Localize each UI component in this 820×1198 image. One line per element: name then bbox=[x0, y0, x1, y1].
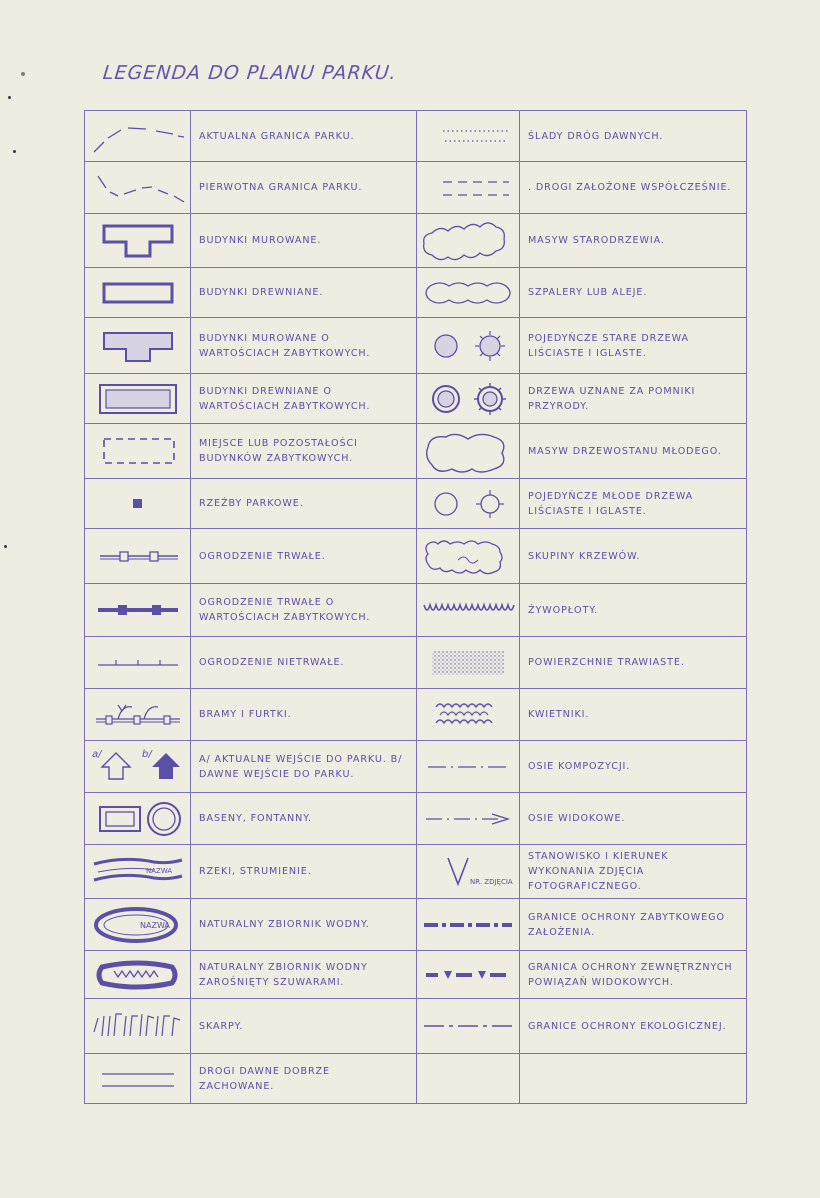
legend-label: BUDYNKI DREWNIANE O WARTOŚCIACH ZABYTKOWYCH. bbox=[191, 374, 417, 424]
paper-speck bbox=[21, 72, 25, 76]
paper-speck bbox=[4, 545, 7, 548]
legend-row bbox=[85, 999, 747, 1054]
building-remains-icon bbox=[85, 424, 191, 479]
legend-label: MIEJSCE LUB POZOSTAŁOŚCI BUDYNKÓW ZABYTKOWYCH. bbox=[191, 424, 417, 479]
legend-label: NATURALNY ZBIORNIK WODNY. bbox=[191, 899, 417, 951]
old-tree-mass-icon bbox=[417, 214, 520, 268]
legend-row bbox=[85, 793, 747, 845]
legend-row bbox=[85, 318, 747, 374]
legend-table bbox=[84, 110, 747, 1104]
historic-masonry-building-icon bbox=[85, 318, 191, 374]
sculpture-icon bbox=[85, 479, 191, 529]
river-icon bbox=[85, 845, 191, 899]
legend-label: MASYW DRZEWOSTANU MŁODEGO. bbox=[520, 424, 747, 479]
legend-row bbox=[85, 374, 747, 424]
legend-row bbox=[85, 584, 747, 637]
legend-label: GRANICE OCHRONY ZABYTKOWEGO ZAŁOŻENIA. bbox=[520, 899, 747, 951]
legend-label: . DROGI ZAŁOŻONE WSPÓŁCZEŚNIE. bbox=[520, 162, 747, 214]
legend-label: STANOWISKO I KIERUNEK WYKONANIA ZDJĘCIA FOTOGRAFICZNEGO. bbox=[520, 845, 747, 899]
legend-label: KWIETNIKI. bbox=[520, 689, 747, 741]
legend-row bbox=[85, 479, 747, 529]
legend-label: BUDYNKI DREWNIANE. bbox=[191, 268, 417, 318]
single-young-tree-icon bbox=[417, 479, 520, 529]
paper-speck bbox=[13, 150, 16, 153]
legend-row bbox=[85, 741, 747, 793]
reed-pond-icon bbox=[85, 951, 191, 999]
wooden-building-icon bbox=[85, 268, 191, 318]
empty-cell bbox=[417, 1054, 520, 1104]
permanent-fence-icon bbox=[85, 529, 191, 584]
legend-label: OSIE KOMPOZYCJI. bbox=[520, 741, 747, 793]
historic-fence-icon bbox=[85, 584, 191, 637]
shrub-group-icon bbox=[417, 529, 520, 584]
historic-wooden-building-icon bbox=[85, 374, 191, 424]
legend-label: ŻYWOPŁOTY. bbox=[520, 584, 747, 637]
legend-row bbox=[85, 529, 747, 584]
legend-label: RZEKI, STRUMIENIE. bbox=[191, 845, 417, 899]
masonry-building-icon bbox=[85, 214, 191, 268]
legend-label: SZPALERY LUB ALEJE. bbox=[520, 268, 747, 318]
legend-label: OSIE WIDOKOWE. bbox=[520, 793, 747, 845]
legend-label bbox=[520, 1054, 747, 1104]
legend-label: POWIERZCHNIE TRAWIASTE. bbox=[520, 637, 747, 689]
legend-label: SKARPY. bbox=[191, 999, 417, 1054]
view-axis-icon bbox=[417, 793, 520, 845]
legend-row bbox=[85, 951, 747, 999]
legend-row bbox=[85, 1054, 747, 1104]
legend-row bbox=[85, 268, 747, 318]
entrance-b-mark: b/ bbox=[141, 748, 152, 760]
hedge-row-icon bbox=[417, 268, 520, 318]
legend-label: MASYW STARODRZEWIA. bbox=[520, 214, 747, 268]
legend-label: GRANICE OCHRONY EKOLOGICZNEJ. bbox=[520, 999, 747, 1054]
legend-row bbox=[85, 111, 747, 162]
legend-label: NATURALNY ZBIORNIK WODNY ZAROŚNIĘTY SZUWARAMI. bbox=[191, 951, 417, 999]
legend-label bbox=[191, 741, 417, 793]
heritage-boundary-icon bbox=[417, 899, 520, 951]
entrance-a-mark: a/ bbox=[91, 748, 101, 760]
legend-row bbox=[85, 214, 747, 268]
legend-label: OGRODZENIE TRWAŁE O WARTOŚCIACH ZABYTKOWYCH. bbox=[191, 584, 417, 637]
young-tree-mass-icon bbox=[417, 424, 520, 479]
modern-roads-icon bbox=[417, 162, 520, 214]
legend-label: BUDYNKI MUROWANE O WARTOŚCIACH ZABYTKOWYCH. bbox=[191, 318, 417, 374]
legend-label: OGRODZENIE NIETRWAŁE. bbox=[191, 637, 417, 689]
old-road-traces-icon bbox=[417, 111, 520, 162]
legend-label: BASENY, FONTANNY. bbox=[191, 793, 417, 845]
legend-row bbox=[85, 845, 747, 899]
legend-label: OGRODZENIE TRWAŁE. bbox=[191, 529, 417, 584]
legend-label: ŚLADY DRÓG DAWNYCH. bbox=[520, 111, 747, 162]
page-title: LEGENDA DO PLANU PARKU. bbox=[101, 62, 398, 84]
paper-speck bbox=[8, 96, 11, 99]
photo-number-mark: NR. ZDJĘCIA bbox=[470, 877, 513, 886]
single-old-tree-icon bbox=[417, 318, 520, 374]
legend-row bbox=[85, 424, 747, 479]
lawn-icon bbox=[417, 637, 520, 689]
legend-label: AKTUALNA GRANICA PARKU. bbox=[191, 111, 417, 162]
gate-icon bbox=[85, 689, 191, 741]
legend-label: POJEDYŃCZE STARE DRZEWA LIŚCIASTE I IGLASTE. bbox=[520, 318, 747, 374]
pond-name-mark: NAZWA bbox=[139, 920, 170, 930]
legend-label: DROGI DAWNE DOBRZE ZACHOWANE. bbox=[191, 1054, 417, 1104]
legend-row bbox=[85, 899, 747, 951]
legend-label: RZEŹBY PARKOWE. bbox=[191, 479, 417, 529]
eco-boundary-icon bbox=[417, 999, 520, 1054]
pond-icon bbox=[85, 899, 191, 951]
legend-row bbox=[85, 162, 747, 214]
legend-label: GRANICA OCHRONY ZEWNĘTRZNYCH POWIĄZAŃ WIDOKOWYCH. bbox=[520, 951, 747, 999]
flowerbed-icon bbox=[417, 689, 520, 741]
monument-tree-icon bbox=[417, 374, 520, 424]
composition-axis-icon bbox=[417, 741, 520, 793]
legend-label: SKUPINY KRZEWÓW. bbox=[520, 529, 747, 584]
legend-label: BRAMY I FURTKI. bbox=[191, 689, 417, 741]
escarpment-icon bbox=[85, 999, 191, 1054]
legend-label: PIERWOTNA GRANICA PARKU. bbox=[191, 162, 417, 214]
legend-row bbox=[85, 689, 747, 741]
temporary-fence-icon bbox=[85, 637, 191, 689]
legend-row bbox=[85, 637, 747, 689]
current-boundary-icon bbox=[85, 111, 191, 162]
legend-label: DRZEWA UZNANE ZA POMNIKI PRZYRODY. bbox=[520, 374, 747, 424]
good-old-road-icon bbox=[85, 1054, 191, 1104]
photo-viewpoint-icon bbox=[417, 845, 520, 899]
original-boundary-icon bbox=[85, 162, 191, 214]
pool-fountain-icon bbox=[85, 793, 191, 845]
river-name-mark: NAZWA bbox=[145, 866, 172, 875]
legend-label: BUDYNKI MUROWANE. bbox=[191, 214, 417, 268]
legend-label: POJEDYŃCZE MŁODE DRZEWA LIŚCIASTE I IGLASTE. bbox=[520, 479, 747, 529]
entrance-icon bbox=[85, 741, 191, 793]
entrance-label: A/ AKTUALNE WEJŚCIE DO PARKU. B/ DAWNE WEJŚCIE DO PARKU. bbox=[199, 753, 403, 780]
live-hedge-icon bbox=[417, 584, 520, 637]
view-protection-icon bbox=[417, 951, 520, 999]
